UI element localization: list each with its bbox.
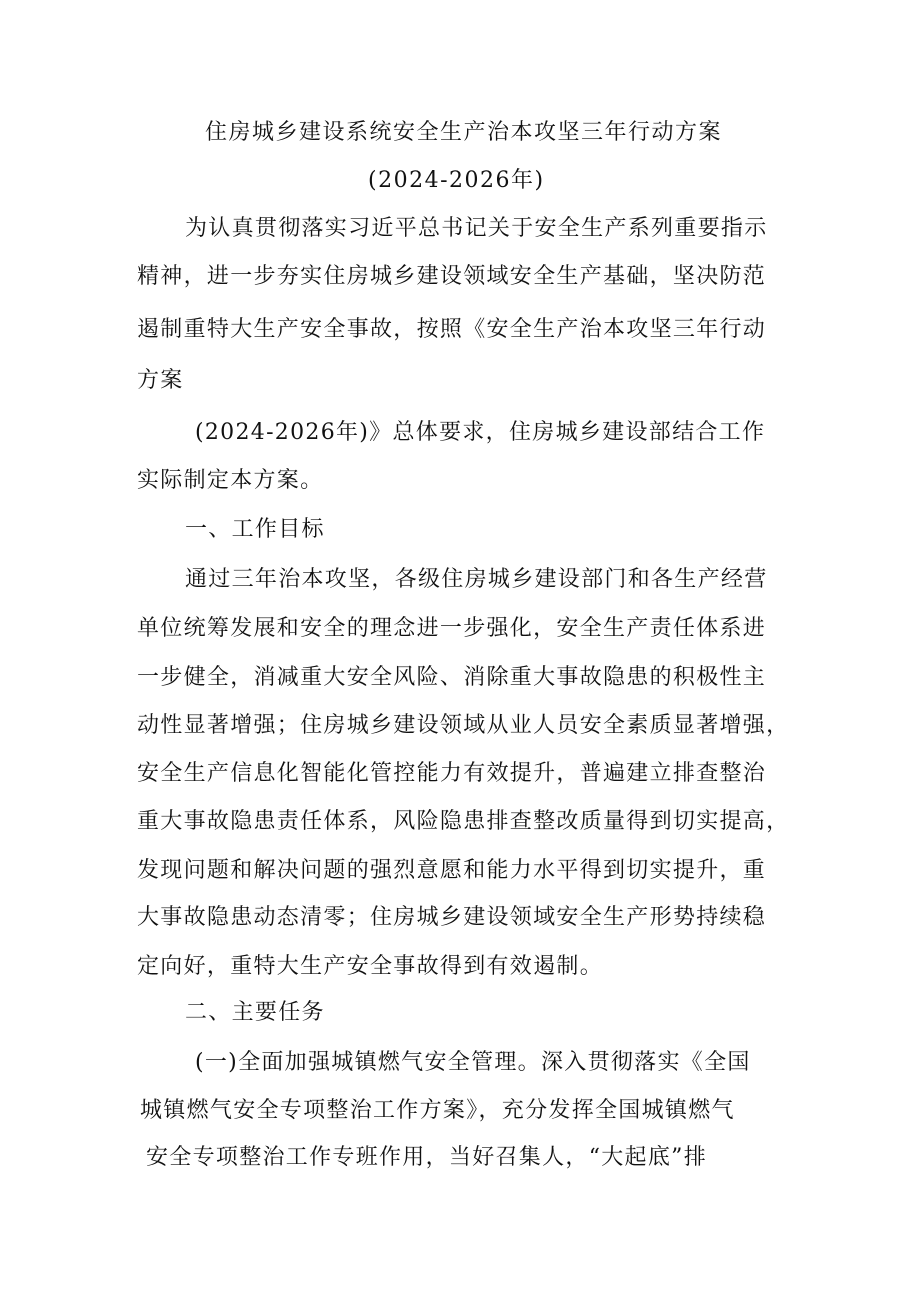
paragraph-line: 动性显著增强；住房城乡建设领域从业人员安全素质显著增强， <box>137 713 790 738</box>
paragraph-line: 为认真贯彻落实习近平总书记关于安全生产系列重要指示 <box>185 216 768 241</box>
paragraph-line: 一步健全，消减重大安全风险、消除重大事故隐患的积极性主 <box>137 665 767 690</box>
paragraph-line: 发现问题和解决问题的强烈意愿和能力水平得到切实提升，重 <box>137 858 767 883</box>
paragraph-line: 方案 <box>137 368 184 393</box>
document-title: 住房城乡建设系统安全生产治本攻坚三年行动方案 <box>205 120 723 145</box>
paragraph-line: 安全生产信息化智能化管控能力有效提升，普遍建立排查整治 <box>137 761 767 786</box>
paragraph-line: 通过三年治本攻坚，各级住房城乡建设部门和各生产经营 <box>185 567 768 592</box>
section-heading: 一、工作目标 <box>185 517 325 542</box>
paragraph-line: 精神，进一步夯实住房城乡建设领域安全生产基础，坚决防范 <box>137 264 767 289</box>
paragraph-line: 单位统筹发展和安全的理念进一步强化，安全生产责任体系进 <box>137 616 767 641</box>
paragraph-line: (2024-2026年)》总体要求，住房城乡建设部结合工作 <box>195 420 766 445</box>
paragraph-line: 实际制定本方案。 <box>137 468 324 493</box>
paragraph-line: 城镇燃气安全专项整治工作方案》，充分发挥全国城镇燃气 <box>140 1098 735 1123</box>
section-heading: 二、主要任务 <box>185 1000 325 1025</box>
document-subtitle: (2024-2026年) <box>368 168 545 193</box>
paragraph-line: 大事故隐患动态清零；住房城乡建设领域安全生产形势持续稳 <box>137 905 767 930</box>
paragraph-line: 遏制重特大生产安全事故，按照《安全生产治本攻坚三年行动 <box>137 317 767 342</box>
paragraph-line: (一)全面加强城镇燃气安全管理。深入贯彻落实《全国 <box>195 1050 751 1075</box>
paragraph-line: 安全专项整治工作专班作用，当好召集人，“大起底”排 <box>146 1145 707 1170</box>
paragraph-line: 定向好，重特大生产安全事故得到有效遏制。 <box>137 954 604 979</box>
paragraph-line: 重大事故隐患责任体系，风险隐患排查整改质量得到切实提高， <box>137 809 790 834</box>
